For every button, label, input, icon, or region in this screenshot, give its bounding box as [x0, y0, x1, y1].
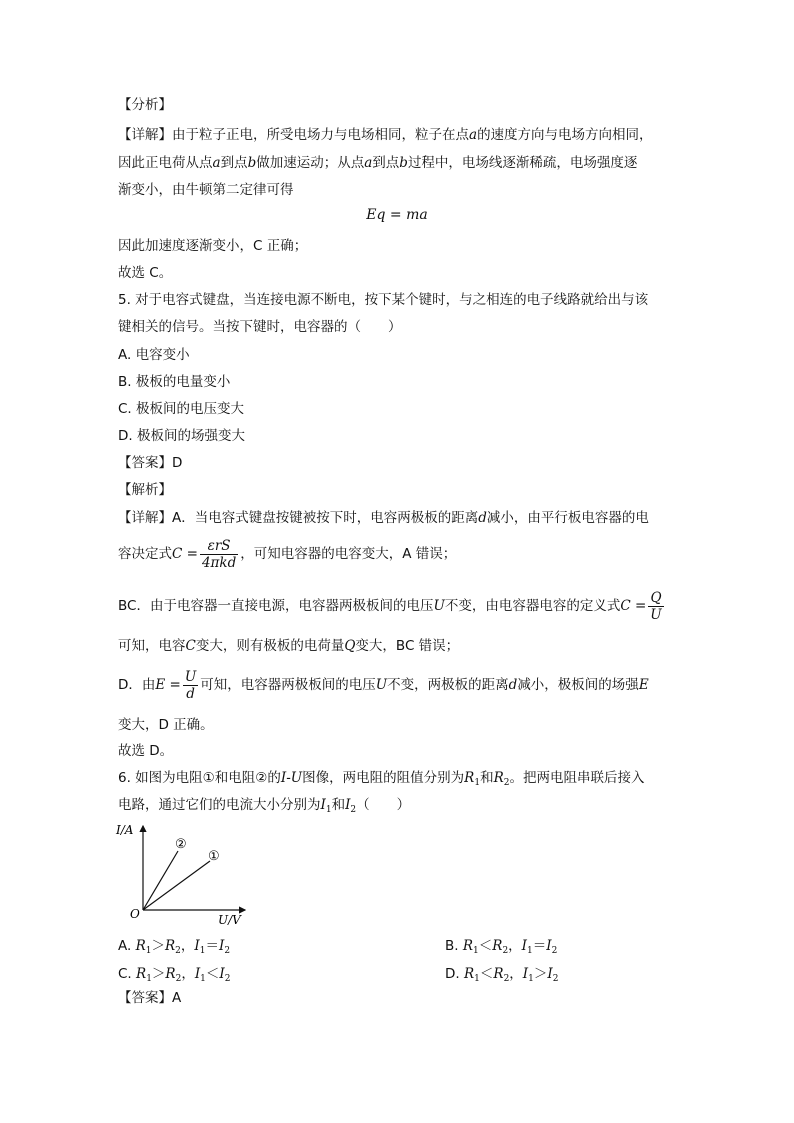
numerator: εrS — [200, 538, 238, 555]
q4-detail-line-1 — [118, 126, 653, 144]
text: 可知，电容 — [118, 638, 186, 654]
text: ，可知电容器的电容变大，A 错误； — [240, 546, 457, 562]
var-r: R — [493, 966, 504, 982]
formula-q-lhs: C = — [620, 598, 647, 614]
relation: ＜ — [205, 966, 220, 982]
var-b: b — [247, 155, 257, 171]
var-u: U — [433, 598, 445, 614]
subscript: 1 — [199, 946, 206, 956]
q5-option-c: C. 极板间的电压变大 — [118, 401, 245, 417]
detail-label: 【详解】 — [118, 127, 172, 143]
var-i: I — [522, 966, 529, 982]
var-a: a — [212, 155, 221, 171]
capacitance-definition-fraction — [648, 590, 663, 623]
q5-detail-line-3 — [118, 589, 666, 623]
q5-conclusion: 故选 D。 — [118, 743, 174, 759]
q5-stem-line-2: 键相关的信号。当按下键时，电容器的（ ） — [118, 319, 402, 335]
line-label-1: ① — [208, 849, 220, 864]
q6-answer: 【答案】A — [118, 990, 182, 1006]
relation: ＞ — [151, 938, 165, 954]
var-r: R — [492, 938, 503, 954]
q6-stem-line-1 — [118, 769, 644, 792]
subscript: 2 — [175, 946, 181, 956]
relation: ＞ — [533, 966, 548, 982]
var-b: b — [399, 155, 408, 171]
text: 电路，通过它们的电流大小分别为 — [118, 797, 321, 813]
text: 变大，BC 错误； — [355, 638, 460, 654]
formula-c-lhs: C = — [172, 546, 198, 562]
iu-graph — [110, 818, 260, 928]
text: 减小，极板间的场强 — [517, 677, 639, 693]
var-u: U — [375, 677, 388, 693]
q6-stem-line-2 — [118, 796, 410, 819]
subscript: 1 — [473, 946, 479, 956]
subscript: 2 — [175, 974, 182, 984]
subscript: 2 — [224, 946, 231, 956]
text: 过程中，电场线逐渐稀疏，电场强度逐 — [407, 155, 638, 171]
resistor-1-line — [143, 861, 210, 910]
subscript: 2 — [503, 778, 510, 788]
subscript: 1 — [474, 778, 481, 788]
detail-label: 【详解】 — [118, 510, 172, 526]
var-r: R — [136, 966, 147, 982]
q5-option-b: B. 极板的电量变小 — [118, 374, 231, 390]
capacitance-fraction — [200, 538, 238, 571]
q5-analysis-heading: 【解析】 — [118, 482, 172, 498]
text: 因此正电荷从点 — [118, 155, 213, 171]
q5-detail-line-4 — [118, 637, 459, 655]
q5-stem-line-1: 5. 对于电容式键盘，当连接电源不断电，按下某个键时，与之相连的电子线路就给出与该 — [118, 292, 649, 308]
option-prefix: A. — [118, 938, 136, 954]
comma: ， — [509, 966, 523, 982]
relation: ＝ — [532, 938, 547, 954]
var-r: R — [493, 770, 504, 786]
var-i: I — [320, 797, 326, 813]
text: 变大，则有极板的电荷量 — [195, 638, 345, 654]
comma: ， — [508, 938, 522, 954]
option-prefix: D. — [445, 966, 464, 982]
q6-option-d — [445, 962, 558, 984]
field-fraction — [183, 669, 198, 702]
q4-detail-line-4: 因此加速度逐渐变小，C 正确； — [118, 238, 308, 254]
var-r: R — [165, 966, 176, 982]
subscript: 1 — [146, 974, 152, 984]
y-axis-label: I/A — [116, 823, 134, 837]
q5-detail-line-6: 变大，D 正确。 — [118, 717, 214, 733]
q5-option-a: A. 电容变小 — [118, 347, 190, 363]
text: 容决定式 — [118, 546, 172, 562]
var-r: R — [462, 938, 474, 954]
text: （ ） — [356, 797, 411, 813]
text: 。把两电阻串联后接入 — [509, 770, 645, 786]
subscript: 2 — [502, 946, 509, 956]
q5-answer: 【答案】D — [118, 455, 183, 471]
subscript: 2 — [551, 946, 558, 956]
q5-option-d: D. 极板间的场强变大 — [118, 428, 245, 444]
subscript: 2 — [552, 974, 559, 984]
subscript: 1 — [527, 946, 533, 956]
var-i: I — [521, 938, 528, 954]
q6-option-a — [118, 934, 230, 956]
numerator: U — [184, 668, 197, 685]
subscript: 1 — [474, 974, 480, 984]
q4-detail-line-2 — [118, 154, 637, 172]
text: 减小，由平行板电容器的电 — [486, 510, 649, 526]
text: 图像，两电阻的阻值分别为 — [302, 770, 465, 786]
var-r: R — [165, 938, 176, 954]
text: BC．由于电容器一直接电源，电容器两极板间的电压 — [118, 598, 434, 614]
option-prefix: C. — [118, 966, 137, 982]
option-prefix: B. — [445, 938, 463, 954]
origin-label: O — [130, 907, 140, 921]
equation-eq-ma: Eq = ma — [366, 207, 428, 223]
subscript: 2 — [350, 805, 357, 815]
text: 不变，两极板的距离 — [387, 677, 509, 693]
var-i: I — [345, 797, 351, 813]
var-d: d — [508, 677, 518, 693]
x-axis-label: U/V — [218, 913, 241, 927]
var-i: I — [218, 938, 225, 954]
var-a: a — [364, 155, 373, 171]
var-r: R — [463, 966, 475, 982]
q5-detail-line-2 — [118, 537, 456, 571]
var-r: R — [135, 938, 146, 954]
var-i: I — [194, 966, 201, 982]
text: 到点 — [372, 155, 400, 171]
comma: ， — [180, 938, 195, 954]
relation: ＜ — [478, 938, 493, 954]
relation: ＜ — [479, 966, 494, 982]
analysis-heading: 【分析】 — [118, 97, 172, 113]
relation: ＝ — [205, 938, 219, 954]
denominator: d — [186, 685, 195, 702]
var-c: C — [185, 638, 196, 654]
var-r: R — [464, 770, 475, 786]
q5-detail-line-5 — [118, 668, 649, 702]
q6-option-c — [118, 962, 230, 984]
subscript: 1 — [145, 946, 152, 956]
text: 可知，电容器两极板间的电压 — [200, 677, 376, 693]
text: 和 — [331, 797, 346, 813]
var-i: I — [219, 966, 225, 982]
subscript: 1 — [200, 974, 206, 984]
subscript: 2 — [503, 974, 510, 984]
relation: ＞ — [151, 966, 166, 982]
comma: ， — [181, 966, 195, 982]
text: 和 — [480, 770, 494, 786]
var-a: a — [469, 127, 478, 143]
text: 6. 如图为电阻①和电阻②的 — [118, 770, 281, 786]
var-q: Q — [344, 638, 356, 654]
text: A．当电容式键盘按键被按下时，电容两极板的距离 — [172, 510, 479, 526]
var-i: I — [194, 938, 200, 954]
subscript: 1 — [528, 974, 534, 984]
text: 到点 — [220, 155, 248, 171]
text: 不变，由电容器电容的定义式 — [444, 598, 621, 614]
q6-option-b — [445, 934, 557, 956]
text: 的速度方向与电场方向相同， — [477, 127, 653, 143]
q4-conclusion: 故选 C。 — [118, 265, 173, 281]
var-iu: I-U — [280, 770, 303, 786]
var-i: I — [547, 966, 553, 982]
subscript: 2 — [224, 974, 231, 984]
denominator: U — [650, 606, 662, 623]
text: 做加速运动；从点 — [256, 155, 365, 171]
resistor-2-line — [143, 851, 178, 910]
denominator: 4πkd — [201, 554, 237, 571]
subscript: 1 — [325, 805, 332, 815]
text: D．由 — [118, 677, 156, 693]
q5-detail-line-1 — [118, 509, 649, 527]
var-e: E — [638, 677, 649, 693]
text: 由于粒子正电，所受电场力与电场相同，粒子在点 — [172, 127, 469, 143]
var-i: I — [546, 938, 552, 954]
var-d: d — [478, 510, 487, 526]
line-label-2: ② — [175, 837, 187, 852]
q4-detail-line-3: 渐变小，由牛顿第二定律可得 — [118, 182, 294, 198]
numerator: Q — [648, 590, 663, 607]
formula-e-lhs: E = — [155, 677, 181, 693]
